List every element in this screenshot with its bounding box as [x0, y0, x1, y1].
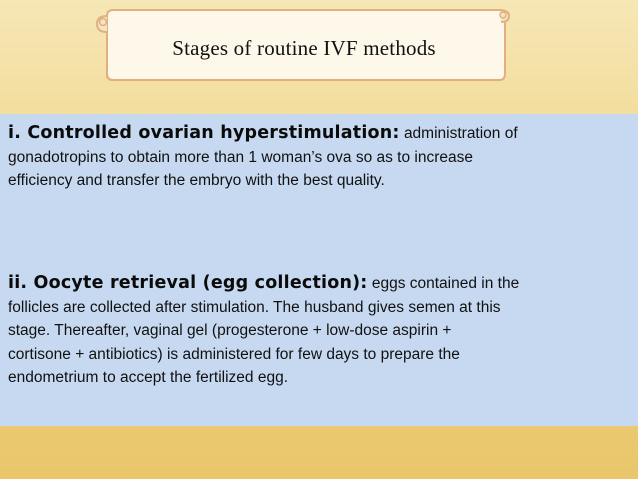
section-heading: ii. Oocyte retrieval (egg collection): — [8, 273, 368, 293]
content-panel — [0, 114, 638, 426]
section-text-line: stage. Thereafter, vaginal gel (progesterone + low-dose aspirin + — [8, 322, 452, 339]
title-scroll-banner — [95, 8, 513, 84]
section-text-line: gonadotropins to obtain more than 1 woman’s ova so as to increase — [8, 148, 473, 166]
section-text-line: efficiency and transfer the embryo with the best quality. — [8, 172, 385, 189]
section-heading: i. Controlled ovarian hyperstimulation: — [8, 123, 400, 143]
section-text-line: follicles are collected after stimulation. The husband gives semen at this — [8, 298, 501, 316]
section-text-line: cortisone + antibiotics) is administered for few days to prepare the — [8, 345, 460, 363]
slide-title: Stages of routine IVF methods — [172, 36, 436, 60]
section-text: administration of — [403, 125, 518, 142]
section-first-line — [8, 272, 634, 296]
section-text: eggs contained in the — [371, 275, 520, 292]
section-first-line — [8, 122, 634, 146]
section-controlled-ovarian-hyperstimulation — [8, 122, 634, 193]
section-text-line: endometrium to accept the fertilized egg. — [8, 369, 289, 386]
section-oocyte-retrieval — [8, 272, 634, 390]
